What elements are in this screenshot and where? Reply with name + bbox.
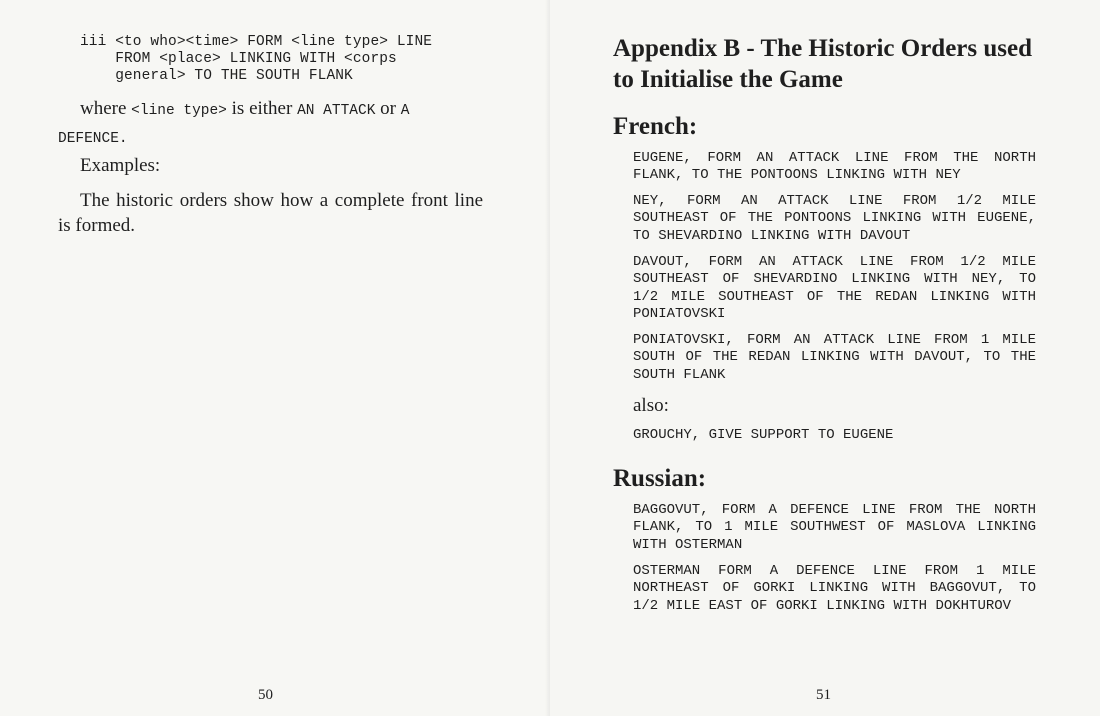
french-order-eugene: EUGENE, FORM AN ATTACK LINE FROM THE NORTH FLANK, TO THE PONTOONS LINKING WITH NEY	[633, 150, 1036, 184]
where-word: where	[80, 98, 127, 119]
is-either-text: is either	[231, 98, 293, 119]
an-attack-keyword: AN ATTACK	[297, 103, 376, 119]
appendix-title: Appendix B - The Historic Orders used to Initialise the Game	[613, 35, 1033, 93]
a-keyword: A	[400, 103, 410, 119]
line-type-explanation	[58, 96, 488, 152]
french-order-ney: NEY, FORM AN ATTACK LINE FROM 1/2 MILE SOUTHEAST OF THE PONTOONS LINKING WITH EUGENE, TO SHEVARDINO LINKING WITH DAVOUT	[633, 193, 1036, 244]
line-type-keyword: <line type>	[131, 103, 227, 119]
historic-orders-paragraph: The historic orders show how a complete front line is formed.	[58, 190, 483, 236]
page-number-left: 50	[258, 687, 273, 703]
also-label: also:	[633, 395, 669, 416]
russian-order-baggovut: BAGGOVUT, FORM A DEFENCE LINE FROM THE NORTH FLANK, TO 1 MILE SOUTHWEST OF MASLOVA LINKING WITH OSTERMAN	[633, 502, 1036, 553]
order-syntax-iii: iii <to who><time> FORM <line type> LINE FROM <place> LINKING WITH <corps general> TO THE SOUTH FLANK	[80, 34, 433, 84]
french-order-grouchy: GROUCHY, GIVE SUPPORT TO EUGENE	[633, 427, 894, 443]
page-number-right: 51	[816, 687, 831, 703]
russian-order-osterman: OSTERMAN FORM A DEFENCE LINE FROM 1 MILE NORTHEAST OF GORKI LINKING WITH BAGGOVUT, TO 1/2 MILE EAST OF GORKI LINKING WITH DOKHTUROV	[633, 563, 1036, 614]
examples-label: Examples:	[80, 155, 161, 176]
or-word: or	[380, 98, 396, 119]
french-heading: French:	[613, 113, 698, 140]
french-order-poniatovski: PONIATOVSKI, FORM AN ATTACK LINE FROM 1 MILE SOUTH OF THE REDAN LINKING WITH DAVOUT, TO THE SOUTH FLANK	[633, 332, 1036, 383]
defence-keyword: DEFENCE.	[58, 131, 128, 147]
french-order-davout: DAVOUT, FORM AN ATTACK LINE FROM 1/2 MILE SOUTHEAST OF SHEVARDINO LINKING WITH NEY, TO 1/2 MILE SOUTHEAST OF THE REDAN LINKING WITH PONIATOVSKI	[633, 254, 1036, 322]
russian-heading: Russian:	[613, 465, 707, 492]
